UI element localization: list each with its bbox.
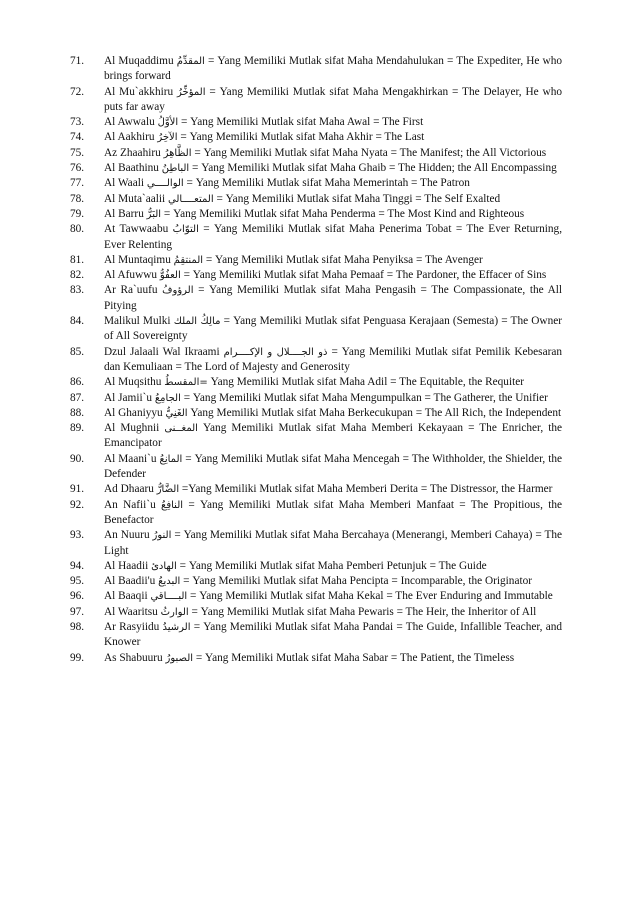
meaning-text: = Yang Memiliki Mutlak sifat Maha Awal = The First: [180, 116, 424, 129]
list-item: [70, 192, 562, 207]
latin-name: Al Afuwwu: [104, 269, 158, 282]
list-item: [70, 130, 562, 145]
latin-name: Al Mu`akkhiru: [104, 85, 174, 98]
list-item: [70, 651, 562, 666]
arabic-name: المتعــــالي: [168, 193, 214, 205]
latin-name: An Nafii`u: [104, 498, 156, 511]
meaning-text: Yang Memiliki Mutlak sifat Maha Berkecukupan = The All Rich, the Independent: [190, 406, 562, 419]
latin-name: Al Baaqii: [104, 590, 148, 603]
arabic-name: الباطِنُ: [161, 163, 190, 175]
item-number: 82.: [70, 269, 85, 282]
meaning-text: = Yang Memiliki Mutlak sifat Maha Mengumpulkan = The Gatherer, the Unifier: [183, 391, 548, 404]
latin-name: An Nuuru: [104, 529, 150, 542]
arabic-name: البــــاقي: [150, 591, 188, 603]
arabic-name: الجامِعُ: [154, 392, 181, 404]
latin-name: Al Muntaqimu: [104, 253, 171, 266]
list-item: [70, 345, 562, 376]
list-item: [70, 406, 562, 421]
arabic-name: الرشيدُ: [162, 621, 191, 633]
list-item: [70, 574, 562, 589]
arabic-name: المنتقِمُ: [173, 254, 204, 266]
arabic-name: البديعُ: [158, 576, 181, 588]
arabic-name: الآخِرُ: [157, 132, 178, 144]
arabic-name: البَرُّ: [146, 208, 162, 220]
item-number: 77.: [70, 177, 85, 190]
latin-name: Dzul Jalaali Wal Ikraami: [104, 345, 220, 358]
list-item: [70, 222, 562, 253]
list-item: [70, 115, 562, 130]
meaning-text: = Yang Memiliki Mutlak sifat Maha Penerima Tobat = The Ever Returning, Ever Relenting: [104, 223, 563, 251]
latin-name: Al Mughnii: [104, 422, 160, 435]
list-item: [70, 146, 562, 161]
arabic-name: المغــنى: [164, 423, 198, 435]
meaning-text: = Yang Memiliki Mutlak sifat Maha Sabar = The Patient, the Timeless: [195, 651, 515, 664]
meaning-text: =Yang Memiliki Mutlak sifat Maha Memberi Derita = The Distressor, the Harmer: [181, 483, 553, 496]
meaning-text: = Yang Memiliki Mutlak sifat Maha Nyata = The Manifest; the All Victorious: [194, 146, 547, 159]
meaning-text: = Yang Memiliki Mutlak sifat Maha Mendahulukan = The Expediter, He who brings forward: [104, 55, 562, 83]
item-number: 84.: [70, 315, 85, 328]
latin-name: Al Ghaniyyu: [104, 406, 163, 419]
meaning-text: = Yang Memiliki Mutlak sifat Maha Mengakhirkan = The Delayer, He who puts far away: [104, 85, 562, 113]
item-number: 97.: [70, 605, 85, 618]
arabic-name: التوّابُ: [172, 224, 199, 236]
list-item: [70, 528, 562, 559]
latin-name: Al Baathinu: [104, 162, 159, 175]
arabic-name: ذو الجــــلال و الإكــــرام: [223, 346, 328, 358]
meaning-text: = Yang Memiliki Mutlak sifat Maha Penderma = The Most Kind and Righteous: [163, 207, 525, 220]
list-item: [70, 452, 562, 483]
arabic-name: الهادئ: [151, 560, 177, 572]
item-number: 78.: [70, 192, 85, 205]
meaning-text: = Yang Memiliki Mutlak sifat Maha Bercahaya (Menerangi, Memberi Cahaya) = The Light: [104, 529, 563, 557]
list-item: [70, 207, 562, 222]
latin-name: Al Aakhiru: [104, 131, 155, 144]
item-number: 87.: [70, 391, 85, 404]
item-number: 98.: [70, 620, 85, 633]
meaning-text: = Yang Memiliki Mutlak sifat Penguasa Kerajaan (Semesta) = The Owner of All Sovereignty: [104, 315, 563, 343]
list-item: [70, 589, 562, 604]
meaning-text: = Yang Memiliki Mutlak sifat Maha Pewaris = The Heir, the Inheritor of All: [191, 605, 537, 618]
latin-name: Malikul Mulki: [104, 315, 171, 328]
list-item: [70, 314, 562, 345]
item-number: 94.: [70, 559, 85, 572]
item-number: 92.: [70, 498, 85, 511]
item-number: 76.: [70, 162, 85, 175]
item-number: 96.: [70, 590, 85, 603]
arabic-name: الغَنِيُّ: [165, 407, 188, 419]
latin-name: Al Jamii`u: [104, 391, 153, 404]
arabic-name: الرؤوفُ: [162, 285, 194, 297]
latin-name: Ar Rasyiidu: [104, 620, 160, 633]
list-item: [70, 268, 562, 283]
list-item: [70, 421, 562, 452]
item-number: 89.: [70, 422, 85, 435]
item-number: 86.: [70, 376, 85, 389]
latin-name: Al Muqaddimu: [104, 55, 174, 67]
list-item: [70, 559, 562, 574]
arabic-name: الأوَّلُ: [157, 117, 179, 129]
arabic-name: المقدِّمُ: [176, 56, 205, 67]
latin-name: Al Waali: [104, 177, 144, 190]
arabic-name: الوالــــي: [146, 178, 184, 190]
item-number: 85.: [70, 345, 85, 358]
list-item: [70, 391, 562, 406]
latin-name: Al Baadii'u: [104, 575, 156, 588]
latin-name: At Tawwaabu: [104, 223, 169, 236]
item-number: 80.: [70, 223, 85, 236]
meaning-text: Yang Memiliki Mutlak sifat Maha Memberi Kekayaan = The Enricher, the Emancipator: [104, 422, 562, 450]
list-item: [70, 482, 562, 497]
arabic-name: المانِعُ: [159, 453, 183, 465]
latin-name: Al Muqsithu: [104, 376, 162, 389]
item-number: 93.: [70, 529, 85, 542]
list-item: [70, 253, 562, 268]
latin-name: Al Awwalu: [104, 116, 155, 129]
list-item: [70, 605, 562, 620]
meaning-text: = Yang Memiliki Mutlak sifat Maha Pandai = The Guide, Infallible Teacher, and Knower: [104, 620, 562, 649]
arabic-name: الصبورُ: [165, 652, 194, 664]
meaning-text: = Yang Memiliki Mutlak sifat Maha Memerintah = The Patron: [186, 177, 470, 190]
item-number: 75.: [70, 146, 85, 159]
item-number: 88.: [70, 406, 85, 419]
item-number: 73.: [70, 116, 85, 129]
latin-name: Al Waaritsu: [104, 605, 158, 618]
meaning-text: = Yang Memiliki Mutlak sifat Maha Akhir = The Last: [180, 131, 425, 144]
meaning-text: = Yang Memiliki Mutlak sifat Maha Kekal = The Ever Enduring and Immutable: [190, 590, 553, 603]
latin-name: Az Zhaahiru: [104, 146, 161, 159]
arabic-name: مالِكُ الملك: [173, 316, 221, 328]
item-number: 71.: [70, 55, 85, 67]
item-number: 79.: [70, 207, 85, 220]
arabic-name: الظَّاهِرُ: [163, 147, 192, 159]
item-number: 95.: [70, 575, 85, 588]
names-list: [70, 54, 562, 666]
meaning-text: = Yang Memiliki Mutlak sifat Maha Mencegah = The Withholder, the Shielder, the Defender: [104, 452, 562, 481]
list-item: [70, 161, 562, 176]
list-item: [70, 498, 562, 529]
document-page: [70, 54, 562, 666]
item-number: 81.: [70, 253, 85, 266]
latin-name: Al Barru: [104, 207, 144, 220]
meaning-text: Yang Memiliki Mutlak sifat Maha Adil = The Equitable, the Requiter: [210, 376, 525, 389]
meaning-text: = Yang Memiliki Mutlak sifat Maha Tinggi = The Self Exalted: [216, 192, 501, 205]
list-item: [70, 283, 562, 314]
arabic-name: العفُوُّ: [159, 270, 181, 282]
list-item: [70, 176, 562, 191]
item-number: 90.: [70, 452, 85, 465]
meaning-text: = Yang Memiliki Mutlak sifat Pemilik Kebesaran dan Kemuliaan = The Lord of Majesty and Generosity: [104, 345, 563, 373]
meaning-text: = Yang Memiliki Mutlak sifat Maha Pemberi Petunjuk = The Guide: [179, 559, 487, 572]
list-item: [70, 620, 562, 651]
item-number: 83.: [70, 284, 85, 297]
arabic-name: المؤخِّرُ: [177, 86, 206, 98]
item-number: 91.: [70, 483, 85, 496]
arabic-name: النافِعُ: [161, 499, 184, 511]
latin-name: Ar Ra`uufu: [104, 284, 158, 297]
latin-name: Al Haadii: [104, 559, 149, 572]
arabic-name: النورُ: [152, 530, 172, 542]
list-item: [70, 375, 562, 390]
meaning-text: = Yang Memiliki Mutlak sifat Maha Ghaib = The Hidden; the All Encompassing: [192, 162, 557, 175]
latin-name: Al Maani`u: [104, 452, 157, 465]
item-number: 74.: [70, 131, 85, 144]
latin-name: Al Muta`aalii: [104, 192, 166, 205]
arabic-name: الوارثُ: [160, 606, 189, 618]
meaning-text: = Yang Memiliki Mutlak sifat Maha Pemaaf = The Pardoner, the Effacer of Sins: [183, 269, 547, 282]
list-item: [70, 85, 562, 116]
arabic-name: الضَّارُّ: [156, 484, 180, 496]
meaning-text: = Yang Memiliki Mutlak sifat Maha Penyiksa = The Avenger: [205, 253, 483, 266]
meaning-text: = Yang Memiliki Mutlak sifat Maha Memberi Manfaat = The Propitious, the Benefactor: [104, 498, 562, 526]
arabic-name: =المقسطُ: [164, 377, 208, 389]
meaning-text: = Yang Memiliki Mutlak sifat Maha Pencipta = Incomparable, the Originator: [183, 575, 533, 588]
meaning-text: = Yang Memiliki Mutlak sifat Maha Pengasih = The Compassionate, the All Pitying: [104, 284, 563, 312]
item-number: 72.: [70, 85, 85, 98]
latin-name: As Shabuuru: [104, 651, 163, 664]
latin-name: Ad Dhaaru: [104, 483, 154, 496]
list-item: [70, 54, 562, 85]
item-number: 99.: [70, 651, 85, 664]
